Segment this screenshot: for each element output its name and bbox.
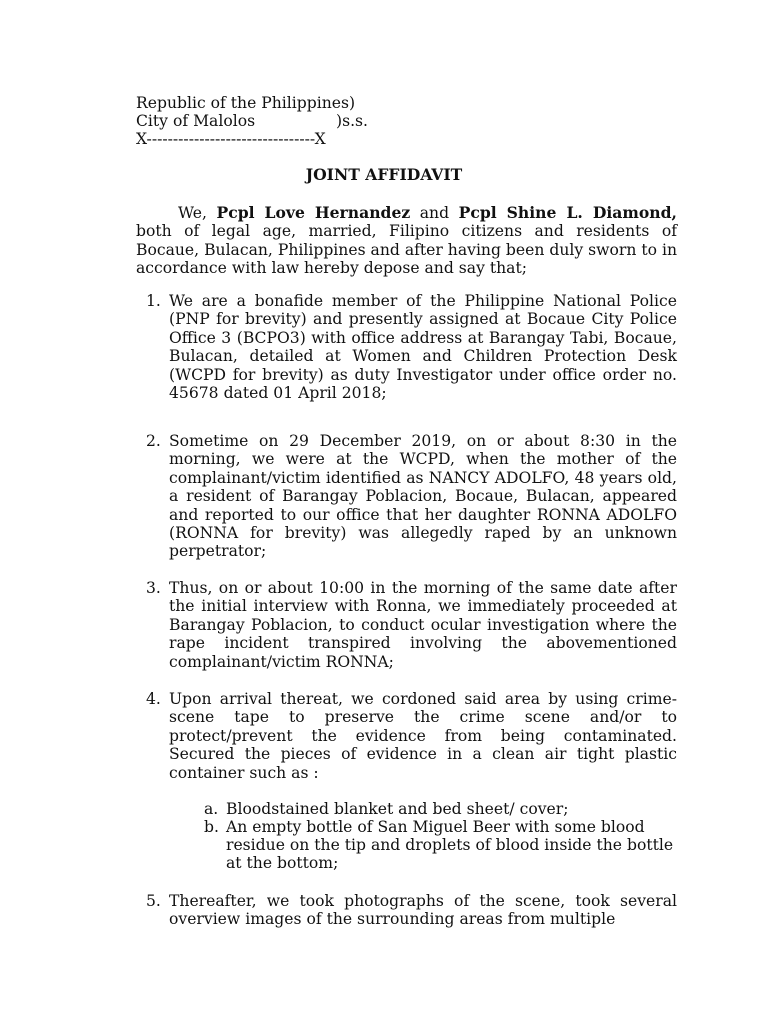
intro-rest: both of legal age, married, Filipino citizens and residents of Bocaue, Bulacan, Philippines and after having been duly sworn to in accordance with law hereby depose and say that; [136,222,677,277]
caption-republic: Republic of the Philippines) [136,94,356,112]
venue-caption [136,94,368,148]
caption-x-rule: X--------------------------------X [136,130,326,148]
numbered-paragraph-5 [146,892,677,929]
caption-line-x [136,130,368,148]
evidence-text: An empty bottle of San Miguel Beer with some blood residue on the tip and droplets of blood inside the bottle at the bottom; [226,818,674,872]
paragraph-text: We are a bonafide member of the Philippine National Police (PNP for brevity) and presently assigned at Bocaue City Police Office 3 (BCPO3) with office address at Barangay Tabi, Bocaue, Bulacan, detailed at Women and Children Protection Desk (WCPD for brevity) as duty Investigator under office order no. 45678 dated 01 April 2018; [169,292,677,403]
paragraph-number: 5. [146,892,161,910]
affiant-2-name: Pcpl Shine L. Diamond, [458,203,677,222]
paragraph-text: Sometime on 29 December 2019, on or about 8:30 in the morning, we were at the WCPD, when the mother of the complainant/victim identified as NANCY ADOLFO, 48 years old, a resident of Barangay Poblacion, Bocaue, Bulacan, appeared and reported to our office that her daughter RONNA ADOLFO (RONNA for brevity) was allegedly raped by an unknown perpetrator; [169,432,677,561]
paragraph-number: 1. [146,292,161,310]
evidence-letter: b. [204,818,219,836]
intro-paragraph [136,204,677,277]
evidence-letter: a. [204,800,219,818]
paragraph-number: 3. [146,579,161,597]
numbered-paragraph-2 [146,432,677,561]
document-title: JOINT AFFIDAVIT [305,165,463,184]
caption-line-city [136,112,368,130]
caption-ss: )s.s. [336,112,369,130]
caption-line-republic [136,94,368,112]
evidence-list [204,800,678,872]
paragraph-text: Upon arrival thereat, we cordoned said area by using crime-scene tape to preserve the crime scene and/or to protect/prevent the evidence from being contaminated. Secured the pieces of evidence in a clean air tight plastic container such as : [169,690,677,782]
numbered-paragraph-1 [146,292,677,402]
affiant-1-name: Pcpl Love Hernandez [216,203,411,222]
caption-city: City of Malolos [136,112,256,130]
evidence-item-b [204,818,678,872]
evidence-item-a [204,800,678,818]
evidence-text: Bloodstained blanket and bed sheet/ cover; [226,800,569,818]
paragraph-text: Thereafter, we took photographs of the scene, took several overview images of the surrounding areas from multiple [169,892,677,929]
intro-prefix: We, [178,204,217,222]
paragraph-number: 2. [146,432,161,450]
intro-conjunction: and [410,204,459,222]
paragraph-number: 4. [146,690,161,708]
numbered-paragraph-3 [146,579,677,671]
numbered-paragraph-4 [146,690,677,782]
paragraph-text: Thus, on or about 10:00 in the morning of the same date after the initial interview with Ronna, we immediately proceeded at Barangay Poblacion, to conduct ocular investigation where the rape incident transpired involving the abovementioned complainant/victim RONNA; [169,579,677,671]
